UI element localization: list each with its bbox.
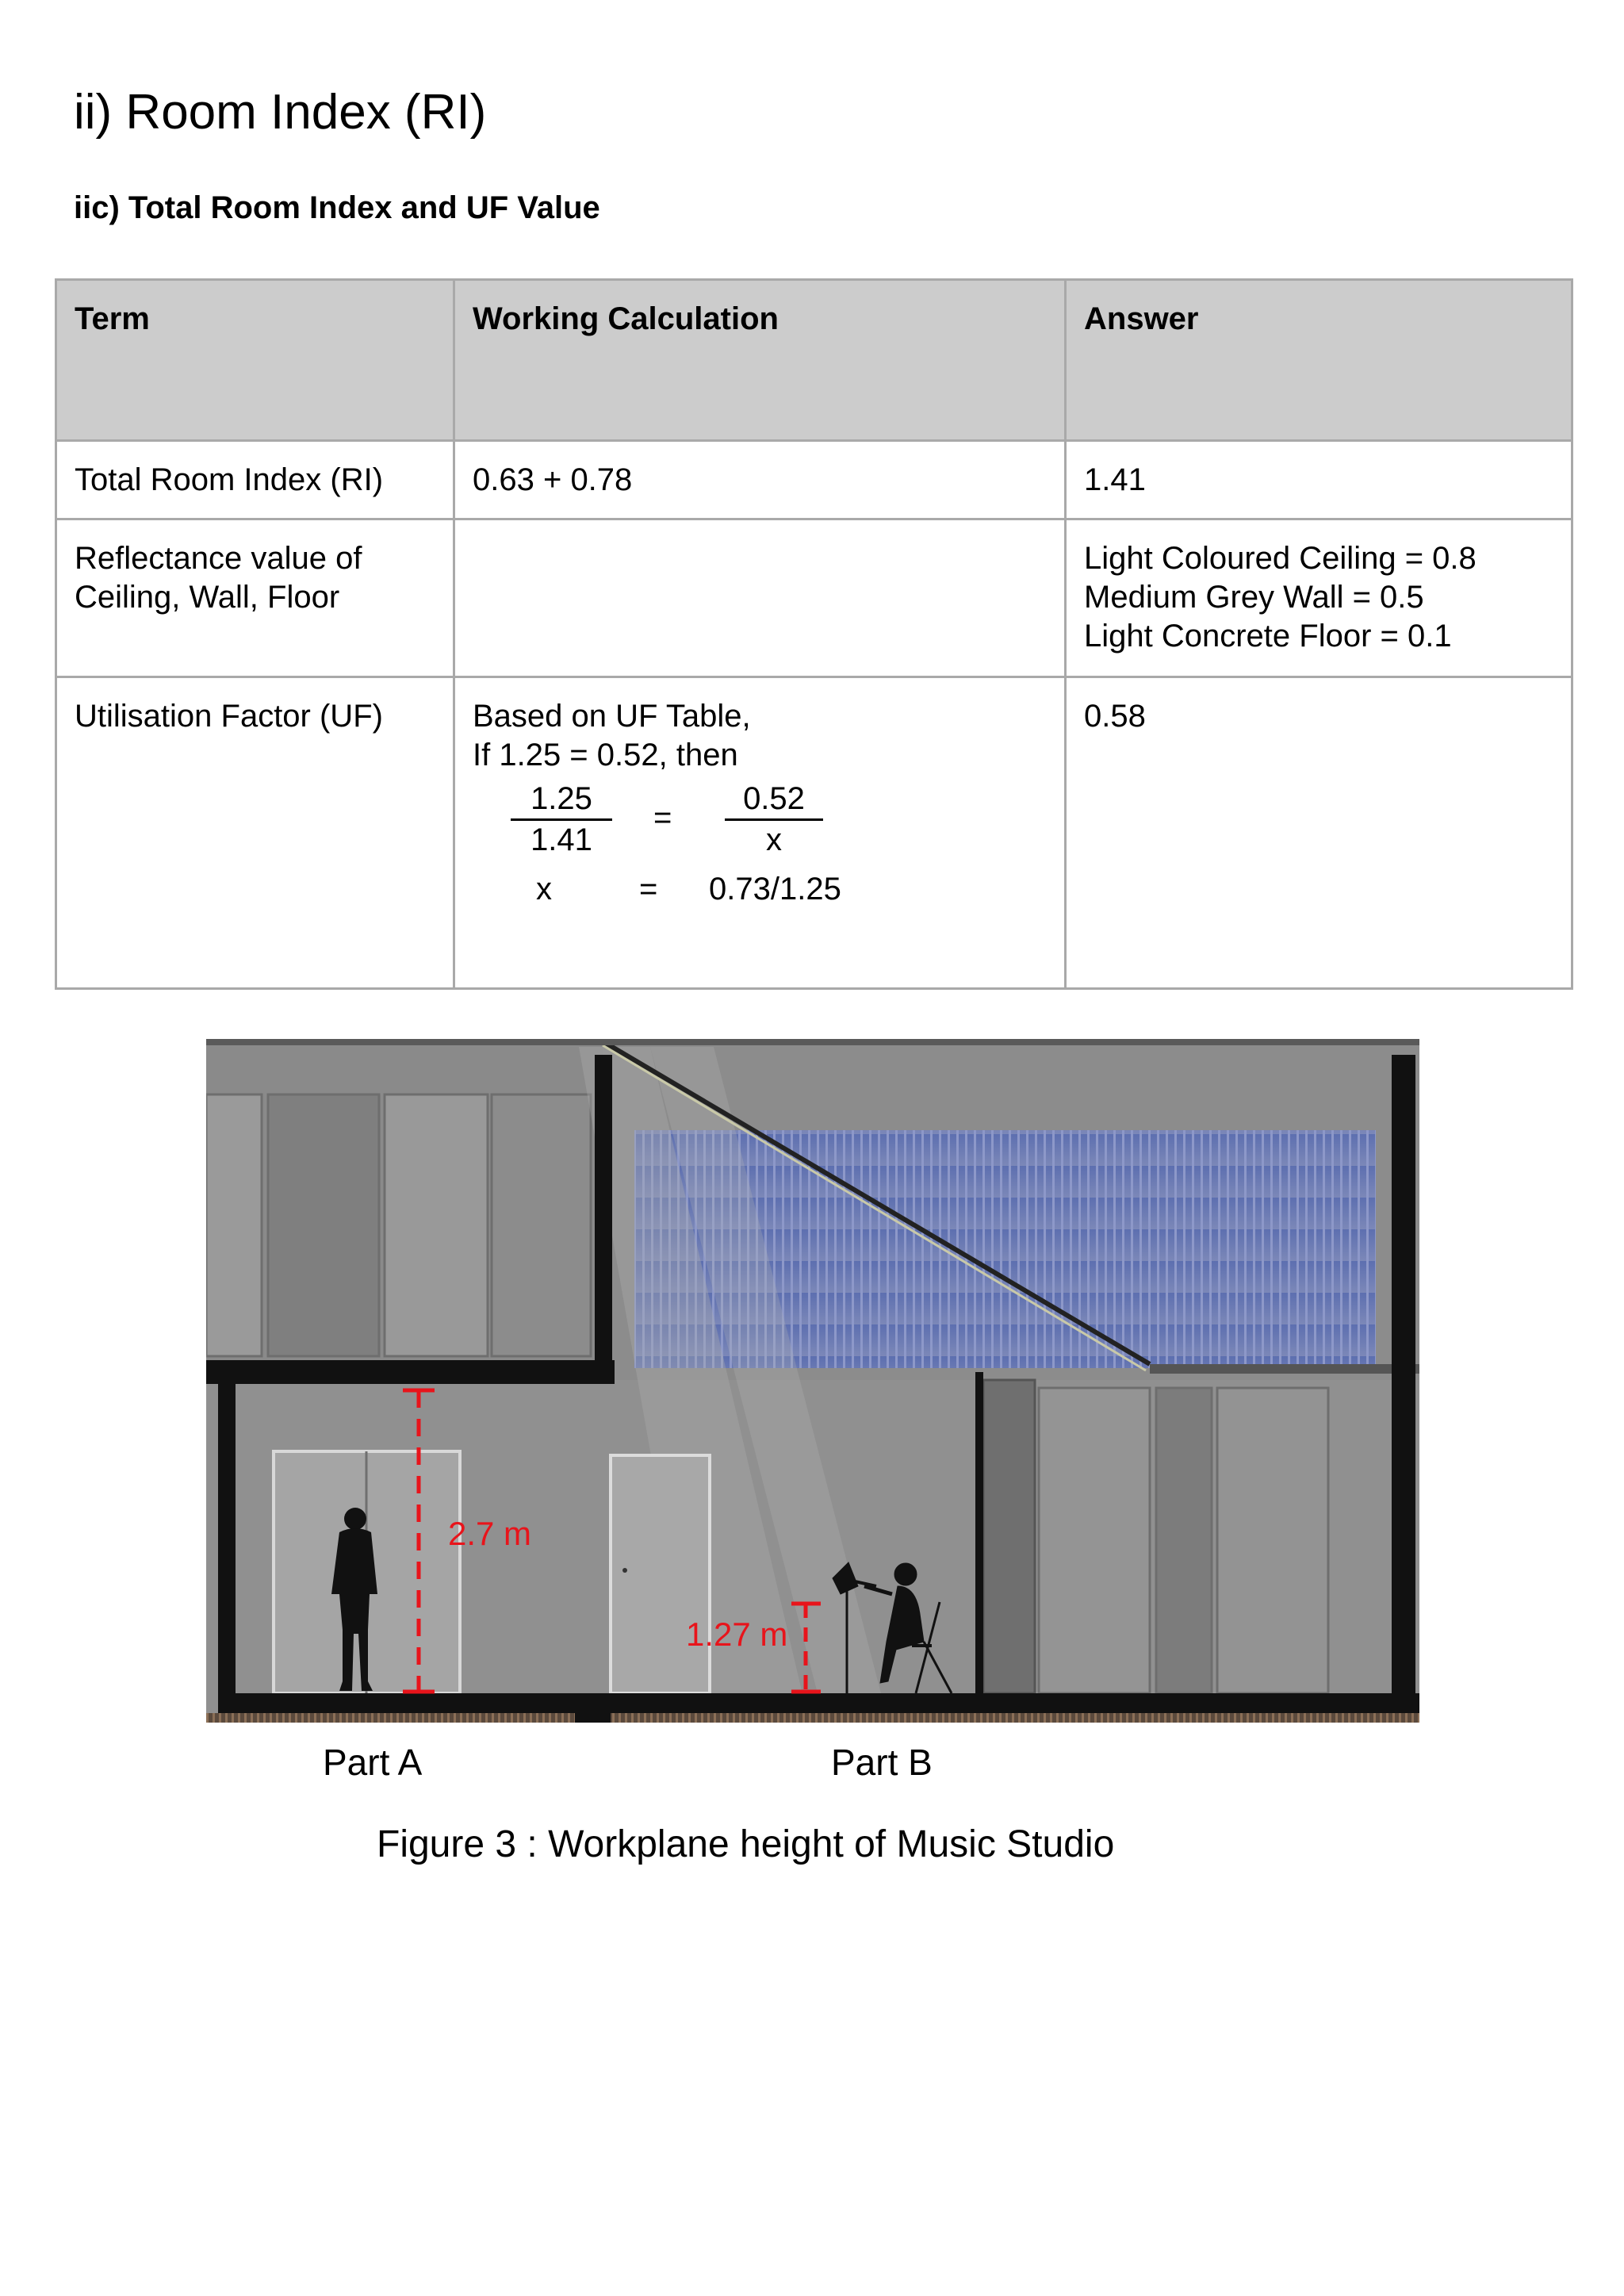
- lower-cabinet: [1156, 1388, 1212, 1693]
- section-subtitle: iic) Total Room Index and UF Value: [74, 190, 600, 225]
- term-reflectance: [56, 519, 454, 677]
- floor-slab: [218, 1693, 1419, 1713]
- reflectance-wall: Medium Grey Wall = 0.5: [1084, 580, 1424, 615]
- header-answer: Answer: [1066, 280, 1572, 441]
- floor-timber: [206, 1713, 1419, 1723]
- table-header-row: [56, 280, 1572, 441]
- term-total-room-index: Total Room Index (RI): [56, 441, 454, 519]
- solve-variable: x: [536, 872, 552, 907]
- calc-utilisation-factor: [454, 677, 1066, 989]
- term-reflectance-line: Ceiling, Wall, Floor: [75, 580, 340, 615]
- fraction-equals: =: [653, 800, 672, 835]
- fraction-left-denominator: 1.41: [530, 822, 592, 857]
- fraction-right-denominator: x: [766, 822, 782, 857]
- room-index-table: [55, 278, 1573, 990]
- floor-column: [575, 1705, 611, 1723]
- answer-reflectance: [1066, 519, 1572, 677]
- music-studio-section-drawing: [206, 1039, 1419, 1723]
- calc-line: If 1.25 = 0.52, then: [473, 738, 738, 772]
- calc-line: Based on UF Table,: [473, 699, 751, 734]
- fraction-left-numerator: 1.25: [511, 780, 612, 821]
- lower-cabinet: [983, 1380, 1035, 1693]
- table-row: [56, 441, 1572, 519]
- upper-cabinet: [268, 1094, 379, 1356]
- solve-equals: =: [639, 872, 658, 907]
- part-a-label: Part A: [323, 1742, 423, 1783]
- partition-post: [975, 1372, 983, 1705]
- term-reflectance-line: Reflectance value of: [75, 541, 362, 576]
- left-wall: [218, 1380, 236, 1713]
- dimension-label-tall: 2.7 m: [448, 1515, 532, 1552]
- figure-caption: Figure 3 : Workplane height of Music Studio: [377, 1823, 1115, 1865]
- central-column: [595, 1055, 612, 1384]
- roof-slab: [206, 1039, 1419, 1045]
- reflectance-floor: Light Concrete Floor = 0.1: [1084, 619, 1452, 654]
- header-working-calculation: Working Calculation: [454, 280, 1066, 441]
- table-row: [56, 677, 1572, 989]
- page-title: ii) Room Index (RI): [74, 85, 487, 140]
- upper-floor-slab: [206, 1360, 615, 1384]
- fraction-right-numerator: 0.52: [725, 780, 823, 821]
- solve-expression: 0.73/1.25: [709, 872, 841, 907]
- single-door: [611, 1455, 710, 1693]
- door-handle: [622, 1568, 627, 1573]
- fraction-right: [725, 780, 823, 860]
- calc-reflectance: [454, 519, 1066, 677]
- calc-total-room-index: 0.63 + 0.78: [454, 441, 1066, 519]
- right-column: [1392, 1055, 1415, 1721]
- upper-cabinet: [206, 1094, 262, 1356]
- upper-cabinet: [385, 1094, 488, 1356]
- right-mezzanine-beam: [1150, 1364, 1419, 1374]
- header-term: Term: [56, 280, 454, 441]
- answer-utilisation-factor: 0.58: [1066, 677, 1572, 989]
- term-utilisation-factor: Utilisation Factor (UF): [56, 677, 454, 989]
- table-row: [56, 519, 1572, 677]
- dimension-label-workplane: 1.27 m: [686, 1616, 788, 1653]
- answer-total-room-index: 1.41: [1066, 441, 1572, 519]
- part-b-label: Part B: [831, 1742, 933, 1783]
- lower-cabinet: [1217, 1388, 1328, 1693]
- upper-cabinet: [492, 1094, 591, 1356]
- fraction-left: [511, 780, 612, 860]
- reflectance-ceiling: Light Coloured Ceiling = 0.8: [1084, 541, 1477, 576]
- lower-cabinet: [1039, 1388, 1150, 1693]
